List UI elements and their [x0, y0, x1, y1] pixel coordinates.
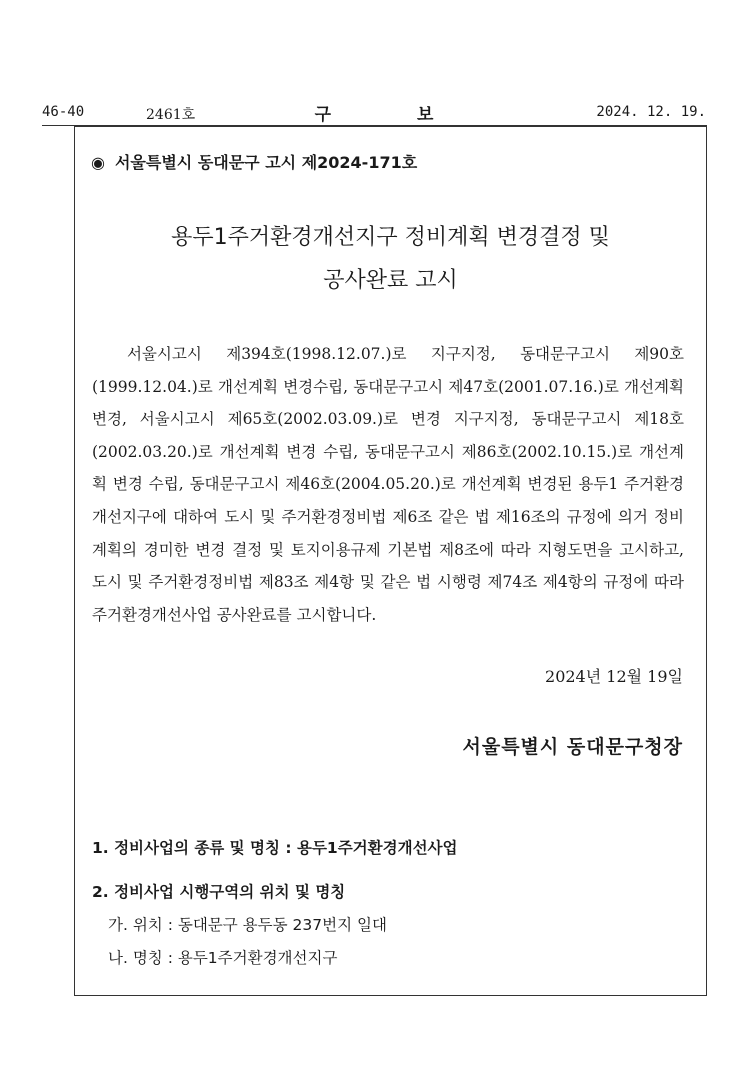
- section-1-heading: 1. 정비사업의 종류 및 명칭 : 용두1주거환경개선사업: [92, 839, 458, 857]
- signature-date: 2024년 12월 19일: [545, 667, 683, 686]
- section-2-item-name: 나. 명칭 : 용두1주거환경개선지구: [108, 949, 338, 967]
- notice-body: 서울시고시 제394호(1998.12.07.)로 지구지정, 동대문구고시 제90호(1999.12.04.)로 개선계획 변경수립, 동대문구고시 제47호(2001.07.16.)로 개선계획 변경, 서울시고시 제65호(2002.03.09.)로 변경 지구지정, 동대문구고시 제18호(2002.03.20.)로 개선계획 변경 수립, 동대문구고시 제86호(2002.10.15.)로 개선계획 변경 수립, 동대문구고시 제46호(2004.05.20.)로 개선계획 변경된 용두1 주거환경개선지구에 대하여 도시 및 주거환경정비법 제6조 같은 법 제16조의 규정에 의거 정비계획의 경미한 변경 결정 및 토지이용규제 기본법 제8조에 따라 지형도면을 고시하고, 도시 및 주거환경정비법 제83조 제4항 및 같은 법 시행령 제74조 제4항의 규정에 따라 주거환경개선사업 공사완료를 고시합니다.: [92, 345, 684, 624]
- signer-name: 서울특별시 동대문구청장: [462, 736, 683, 758]
- notice-number: 서울특별시 동대문구 고시 제2024-171호: [114, 153, 418, 172]
- page-header: [42, 102, 706, 124]
- document-title-line-2: 공사완료 고시: [323, 268, 458, 293]
- section-2-item-location: 가. 위치 : 동대문구 용두동 237번지 일대: [108, 916, 387, 934]
- gazette-title: 구 보: [314, 105, 474, 125]
- bullet-icon: ◉: [91, 153, 105, 172]
- page-number: 46-40: [42, 104, 85, 120]
- publication-date: 2024. 12. 19.: [596, 104, 706, 120]
- document-title-line-1: 용두1주거환경개선지구 정비계획 변경결정 및: [171, 225, 610, 250]
- notice-label: [91, 150, 417, 173]
- section-2-heading: 2. 정비사업 시행구역의 위치 및 명칭: [92, 883, 346, 901]
- issue-number: 2461호: [146, 107, 196, 123]
